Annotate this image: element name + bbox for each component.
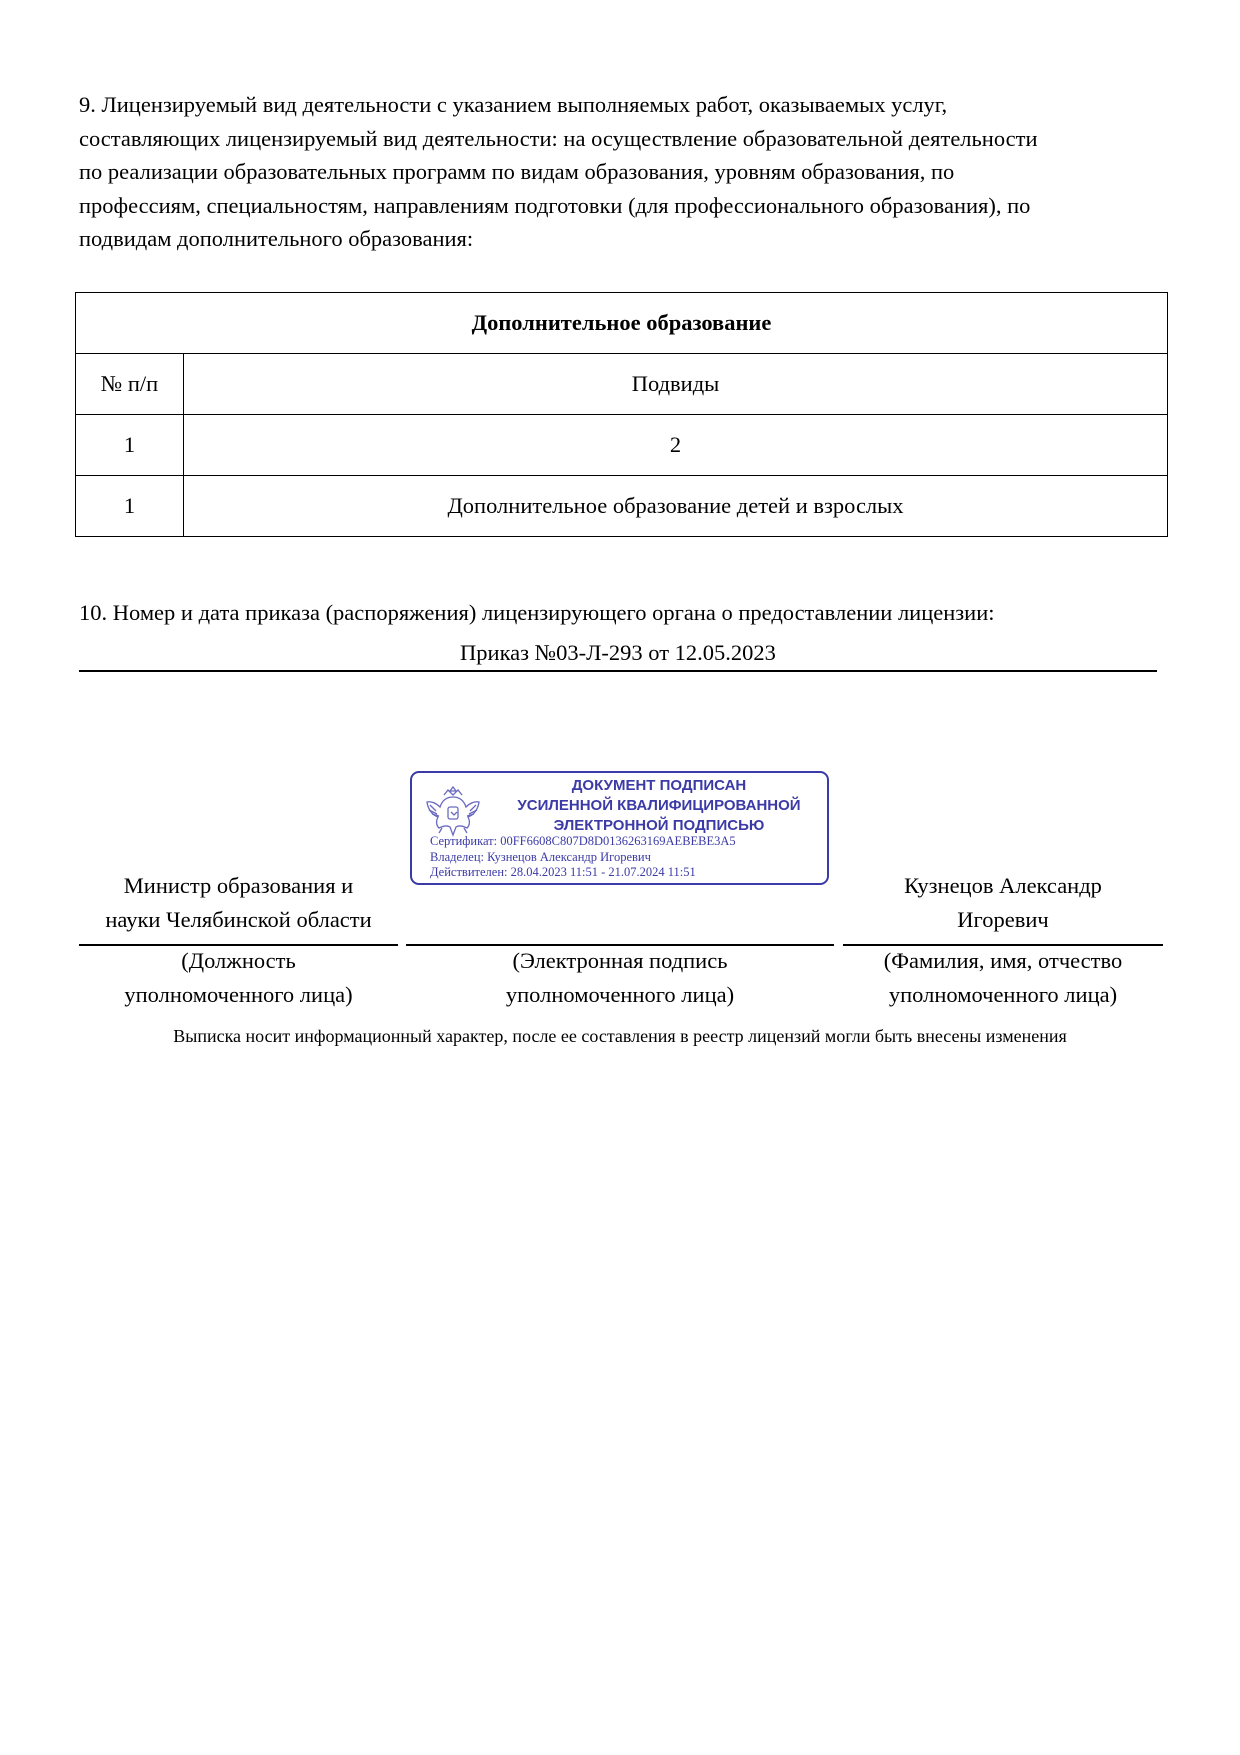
signer-position-line: Министр образования и bbox=[123, 873, 354, 898]
table-column-numbers-row bbox=[76, 415, 1168, 476]
caption-line: уполномоченного лица) bbox=[888, 982, 1118, 1007]
section-9-line: профессиям, специальностям, направлениям подготовки (для профессионального образования), по bbox=[79, 192, 1031, 218]
signer-position bbox=[79, 869, 398, 937]
table-title: Дополнительное образование bbox=[76, 293, 1168, 354]
stamp-title-line: ДОКУМЕНТ ПОДПИСАН bbox=[571, 777, 747, 794]
stamp-owner: Владелец: Кузнецов Александр Игоревич bbox=[430, 849, 651, 864]
stamp-certificate: Сертификат: 00FF6608C807D8D0136263169AEBEBE3A5 bbox=[430, 834, 736, 848]
signer-position-line: науки Челябинской области bbox=[105, 907, 372, 932]
signer-name bbox=[843, 869, 1163, 937]
section-9-line: по реализации образовательных программ по видам образования, уровням образования, по bbox=[79, 159, 955, 184]
section-9-line: составляющих лицензируемый вид деятельности: на осуществление образовательной деятельности bbox=[79, 125, 1038, 151]
name-caption bbox=[843, 944, 1163, 1012]
column-number-2: 2 bbox=[184, 415, 1168, 476]
order-number: Приказ №03-Л-293 от 12.05.2023 bbox=[460, 640, 776, 665]
row-number: 1 bbox=[76, 476, 184, 537]
signer-name-line: Кузнецов Александр bbox=[904, 873, 1102, 898]
position-caption bbox=[79, 944, 398, 1012]
header-subtypes: Подвиды bbox=[184, 354, 1168, 415]
table-header-row bbox=[76, 354, 1168, 415]
section-9-line: 9. Лицензируемый вид деятельности с указанием выполняемых работ, оказываемых услуг, bbox=[79, 92, 948, 117]
signer-name-line: Игоревич bbox=[957, 907, 1049, 932]
russian-coat-of-arms-icon bbox=[422, 781, 484, 839]
stamp-valid: Действителен: 28.04.2023 11:51 - 21.07.2024 11:51 bbox=[430, 865, 696, 879]
caption-line: (Должность bbox=[181, 948, 296, 973]
caption-line: (Фамилия, имя, отчество bbox=[883, 948, 1123, 973]
column-number-1: 1 bbox=[76, 415, 184, 476]
order-underline bbox=[79, 670, 1157, 672]
section-9-line: подвидам дополнительного образования: bbox=[79, 226, 474, 251]
electronic-signature-stamp bbox=[410, 771, 829, 885]
stamp-title bbox=[492, 776, 826, 836]
stamp-title-line: ЭЛЕКТРОННОЙ ПОДПИСЬЮ bbox=[553, 817, 765, 834]
caption-line: (Электронная подпись bbox=[512, 948, 728, 973]
caption-line: уполномоченного лица) bbox=[505, 982, 735, 1007]
table-title-row bbox=[76, 293, 1168, 354]
header-number: № п/п bbox=[76, 354, 184, 415]
section-10-text: 10. Номер и дата приказа (распоряжения) лицензирующего органа о предоставлении лицензии: bbox=[79, 600, 995, 625]
table-row bbox=[76, 476, 1168, 537]
section-9-text bbox=[79, 88, 1169, 256]
caption-line: уполномоченного лица) bbox=[124, 982, 353, 1007]
disclaimer-note: Выписка носит информационный характер, после ее составления в реестр лицензий могли быть внесены изменения bbox=[173, 1026, 1067, 1046]
row-subtype: Дополнительное образование детей и взрослых bbox=[184, 476, 1168, 537]
stamp-title-line: УСИЛЕННОЙ КВАЛИФИЦИРОВАННОЙ bbox=[517, 797, 801, 814]
activity-table bbox=[75, 292, 1168, 537]
stamp-details bbox=[430, 834, 736, 881]
signature-caption bbox=[406, 944, 834, 1012]
